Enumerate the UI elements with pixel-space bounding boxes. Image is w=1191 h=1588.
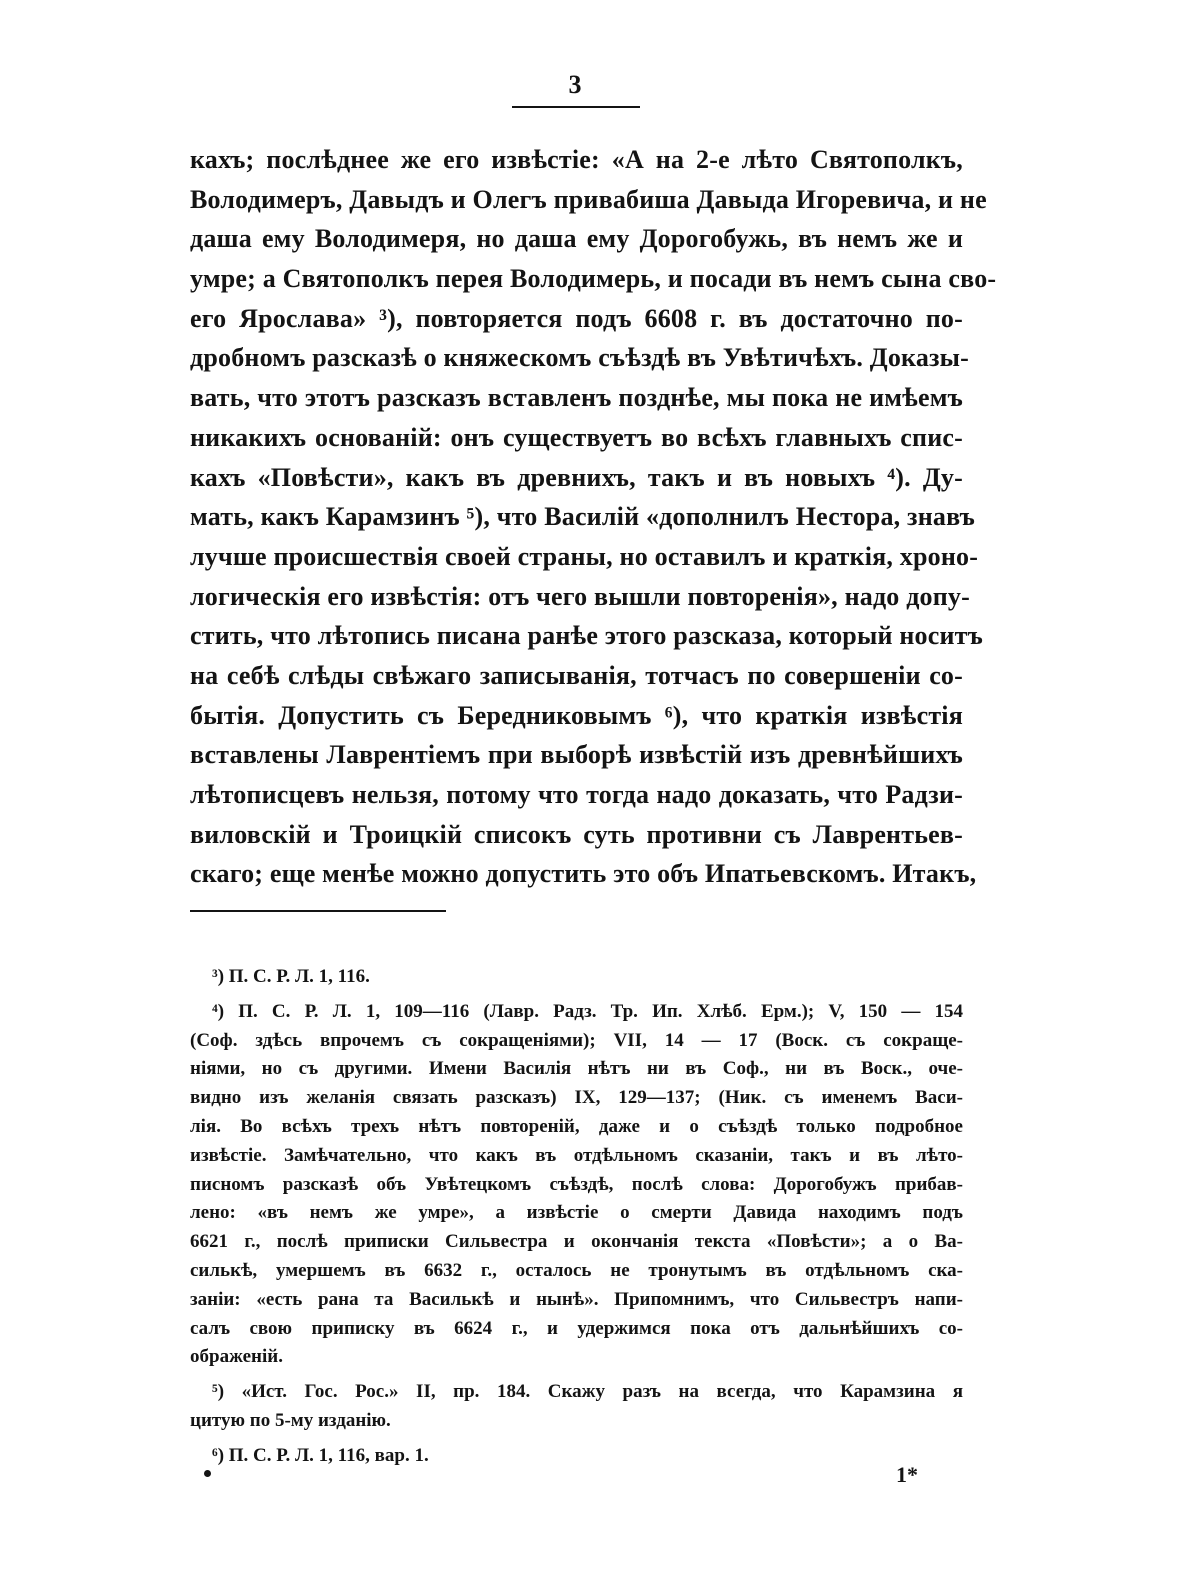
text-line: логическія его извѣстія: отъ чего вышли повторенія», надо допу- [190,581,970,611]
footnotes [190,963,963,1471]
footnote-4: ⁴) П. С. Р. Л. 1, 109—116 (Лавр. Радз. Тр. Ип. Хлѣб. Ерм.); V, 150 — 154 [212,1000,963,1022]
footnote-line: (Соф. здѣсь впрочемъ съ сокращеніями); VII, 14 — 17 (Воск. съ сокраще- [190,1029,963,1051]
main-text [190,140,997,894]
text-line: лѣтописцевъ нельзя, потому что тогда надо доказать, что Радзи- [190,780,963,809]
footnote-line: салъ свою приписку въ 6624 г., и удержимся пока отъ дальнѣйшихъ со- [190,1317,963,1339]
text-line: Володимеръ, Давыдъ и Олегъ привабиша Давыда Игоревича, и не [190,184,987,214]
text-line: виловскій и Троицкій списокъ суть противни съ Лаврентьев- [190,819,963,849]
text-line: бытія. Допустить съ Бередниковымъ ⁶), что краткія извѣстія [190,700,963,730]
text-line: вать, что этотъ разсказъ вставленъ позднѣе, мы пока не имѣемъ [190,383,963,413]
text-line: его Ярослава» ³), повторяется подъ 6608 г. въ достаточно по- [190,303,963,333]
footnote-line: лено: «въ немъ же умре», а извѣстіе о смерти Давида находимъ подъ [190,1202,963,1224]
footnote-line: извѣстіе. Замѣчательно, что какъ въ отдѣльномъ сказаніи, такъ и въ лѣто- [190,1144,963,1166]
text-line: умре; а Святополкъ перея Володимерь, и посади въ немъ сына сво- [190,264,997,294]
footnote-line: писномъ разсказѣ объ Увѣтецкомъ съѣздѣ, послѣ слова: Дорогобужъ прибав- [190,1173,963,1195]
footnote-line: силькѣ, умершемъ въ 6632 г., осталось не тронутымъ въ отдѣльномъ ска- [190,1259,963,1281]
text-line: стить, что лѣтопись писана ранѣе этого разсказа, который носитъ [190,621,983,651]
printer-dot-mark [204,1470,211,1477]
footnote-6: ⁶) П. С. Р. Л. 1, 116, вар. 1. [212,1444,429,1466]
text-line: даша ему Володимеря, но даша ему Дорогобужь, въ немъ же и [190,224,963,254]
footnote-5: ⁵) «Ист. Гос. Рос.» II, пр. 184. Скажу разъ на всегда, что Карамзина я [212,1381,963,1403]
footnote-line: 6621 г., послѣ приписки Сильвестра и окончанія текста «Повѣсти»; а о Ва- [190,1231,963,1253]
text-line: дробномъ разсказѣ о княжескомъ съѣздѣ въ Увѣтичѣхъ. Доказы- [190,343,970,373]
footnote-line: лія. Во всѣхъ трехъ нѣтъ повтореній, даже и о съѣздѣ только подробное [190,1115,963,1137]
text-line: лучше происшествія своей страны, но оставилъ и краткія, хроно- [190,541,979,571]
signature-mark: 1* [896,1462,918,1487]
footnote-line: заніи: «есть рана та Василькѣ и нынѣ». Припомнимъ, что Сильвестръ напи- [190,1288,963,1310]
text-line: на себѣ слѣды свѣжаго записыванія, тотчасъ по совершеніи со- [190,660,963,690]
footnote-line: ображеній. [190,1346,283,1368]
footnote-separator [190,910,446,912]
footnote-line: цитую по 5-му изданію. [190,1409,391,1431]
text-line: кахъ; послѣднее же его извѣстіе: «А на 2-е лѣто Святополкъ, [190,145,963,174]
footnote-line: ніями, но съ другими. Имени Василія нѣтъ ни въ Соф., ни въ Воск., оче- [190,1058,963,1080]
footnote-3: ³) П. С. Р. Л. 1, 116. [212,966,370,987]
text-line: скаго; еще менѣе можно допустить это объ Ипатьевскомъ. Итакъ, [190,859,977,889]
text-line: никакихъ основаній: онъ существуетъ во всѣхъ главныхъ спис- [190,422,963,452]
header-rule [512,106,640,108]
text-line: мать, какъ Карамзинъ ⁵), что Василій «дополнилъ Нестора, знавъ [190,502,976,532]
text-line: кахъ «Повѣсти», какъ въ древнихъ, такъ и въ новыхъ ⁴). Ду- [190,462,963,492]
text-line: вставлены Лаврентіемъ при выборѣ извѣстій изъ древнѣйшихъ [190,740,963,770]
page-number: 3 [568,70,582,99]
footnote-line: видно изъ желанія связать разсказъ) IX, 129—137; (Ник. съ именемъ Васи- [190,1087,963,1109]
